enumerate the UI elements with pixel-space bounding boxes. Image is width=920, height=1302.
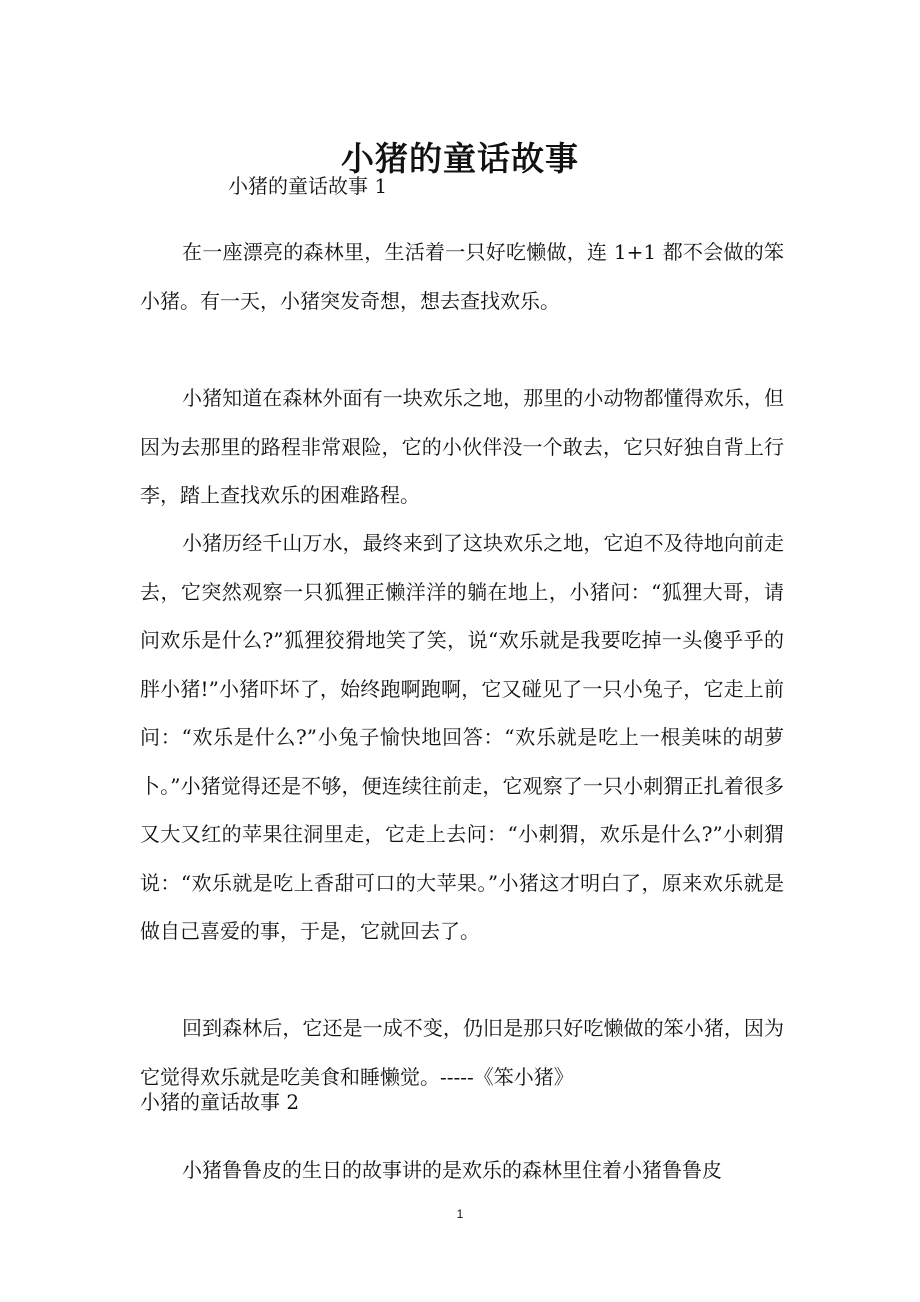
paragraph: 小猪历经千山万水，最终来到了这块欢乐之地，它迫不及待地向前走去，它突然观察一只狐狸正懒洋洋的躺在地上，小猪问：“狐狸大哥，请问欢乐是什么?”狐狸狡猾地笑了笑，说“欢乐就是我要吃掉一头傻乎乎的胖小猪!”小猪吓坏了，始终跑啊跑啊，它又碰见了一只小兔子，它走上前问：“欢乐是什么?”小兔子愉快地回答：“欢乐就是吃上一根美味的胡萝卜。”小猪觉得还是不够，便连续往前走，它观察了一只小刺猬正扎着很多又大又红的苹果往洞里走，它走上去问：“小刺猬，欢乐是什么?”小刺猬说：“欢乐就是吃上香甜可口的大苹果。”小猪这才明白了，原来欢乐就是做自己喜爱的事，于是，它就回去了。 bbox=[140, 531, 784, 943]
paragraph: 小猪鲁鲁皮的生日的故事讲的是欢乐的森林里住着小猪鲁鲁皮 bbox=[182, 1158, 722, 1182]
paragraph: 小猪知道在森林外面有一块欢乐之地，那里的小动物都懂得欢乐，但因为去那里的路程非常艰险，它的小伙伴没一个敢去，它只好独自背上行李，踏上查找欢乐的困难路程。 bbox=[140, 386, 784, 507]
section-heading-2: 小猪的童话故事 2 bbox=[140, 1090, 300, 1114]
page-number: 1 bbox=[456, 1207, 464, 1221]
document-title: 小猪的童话故事 bbox=[341, 139, 579, 179]
paragraph: 在一座漂亮的森林里，生活着一只好吃懒做，连 1+1 都不会做的笨小猪。有一天，小猪突发奇想，想去查找欢乐。 bbox=[140, 240, 784, 313]
section-heading-1: 小猪的童话故事 1 bbox=[228, 174, 388, 198]
paragraph: 回到森林后，它还是一成不变，仍旧是那只好吃懒做的笨小猪，因为它觉得欢乐就是吃美食和睡懒觉。-----《笨小猪》 bbox=[140, 1016, 784, 1089]
